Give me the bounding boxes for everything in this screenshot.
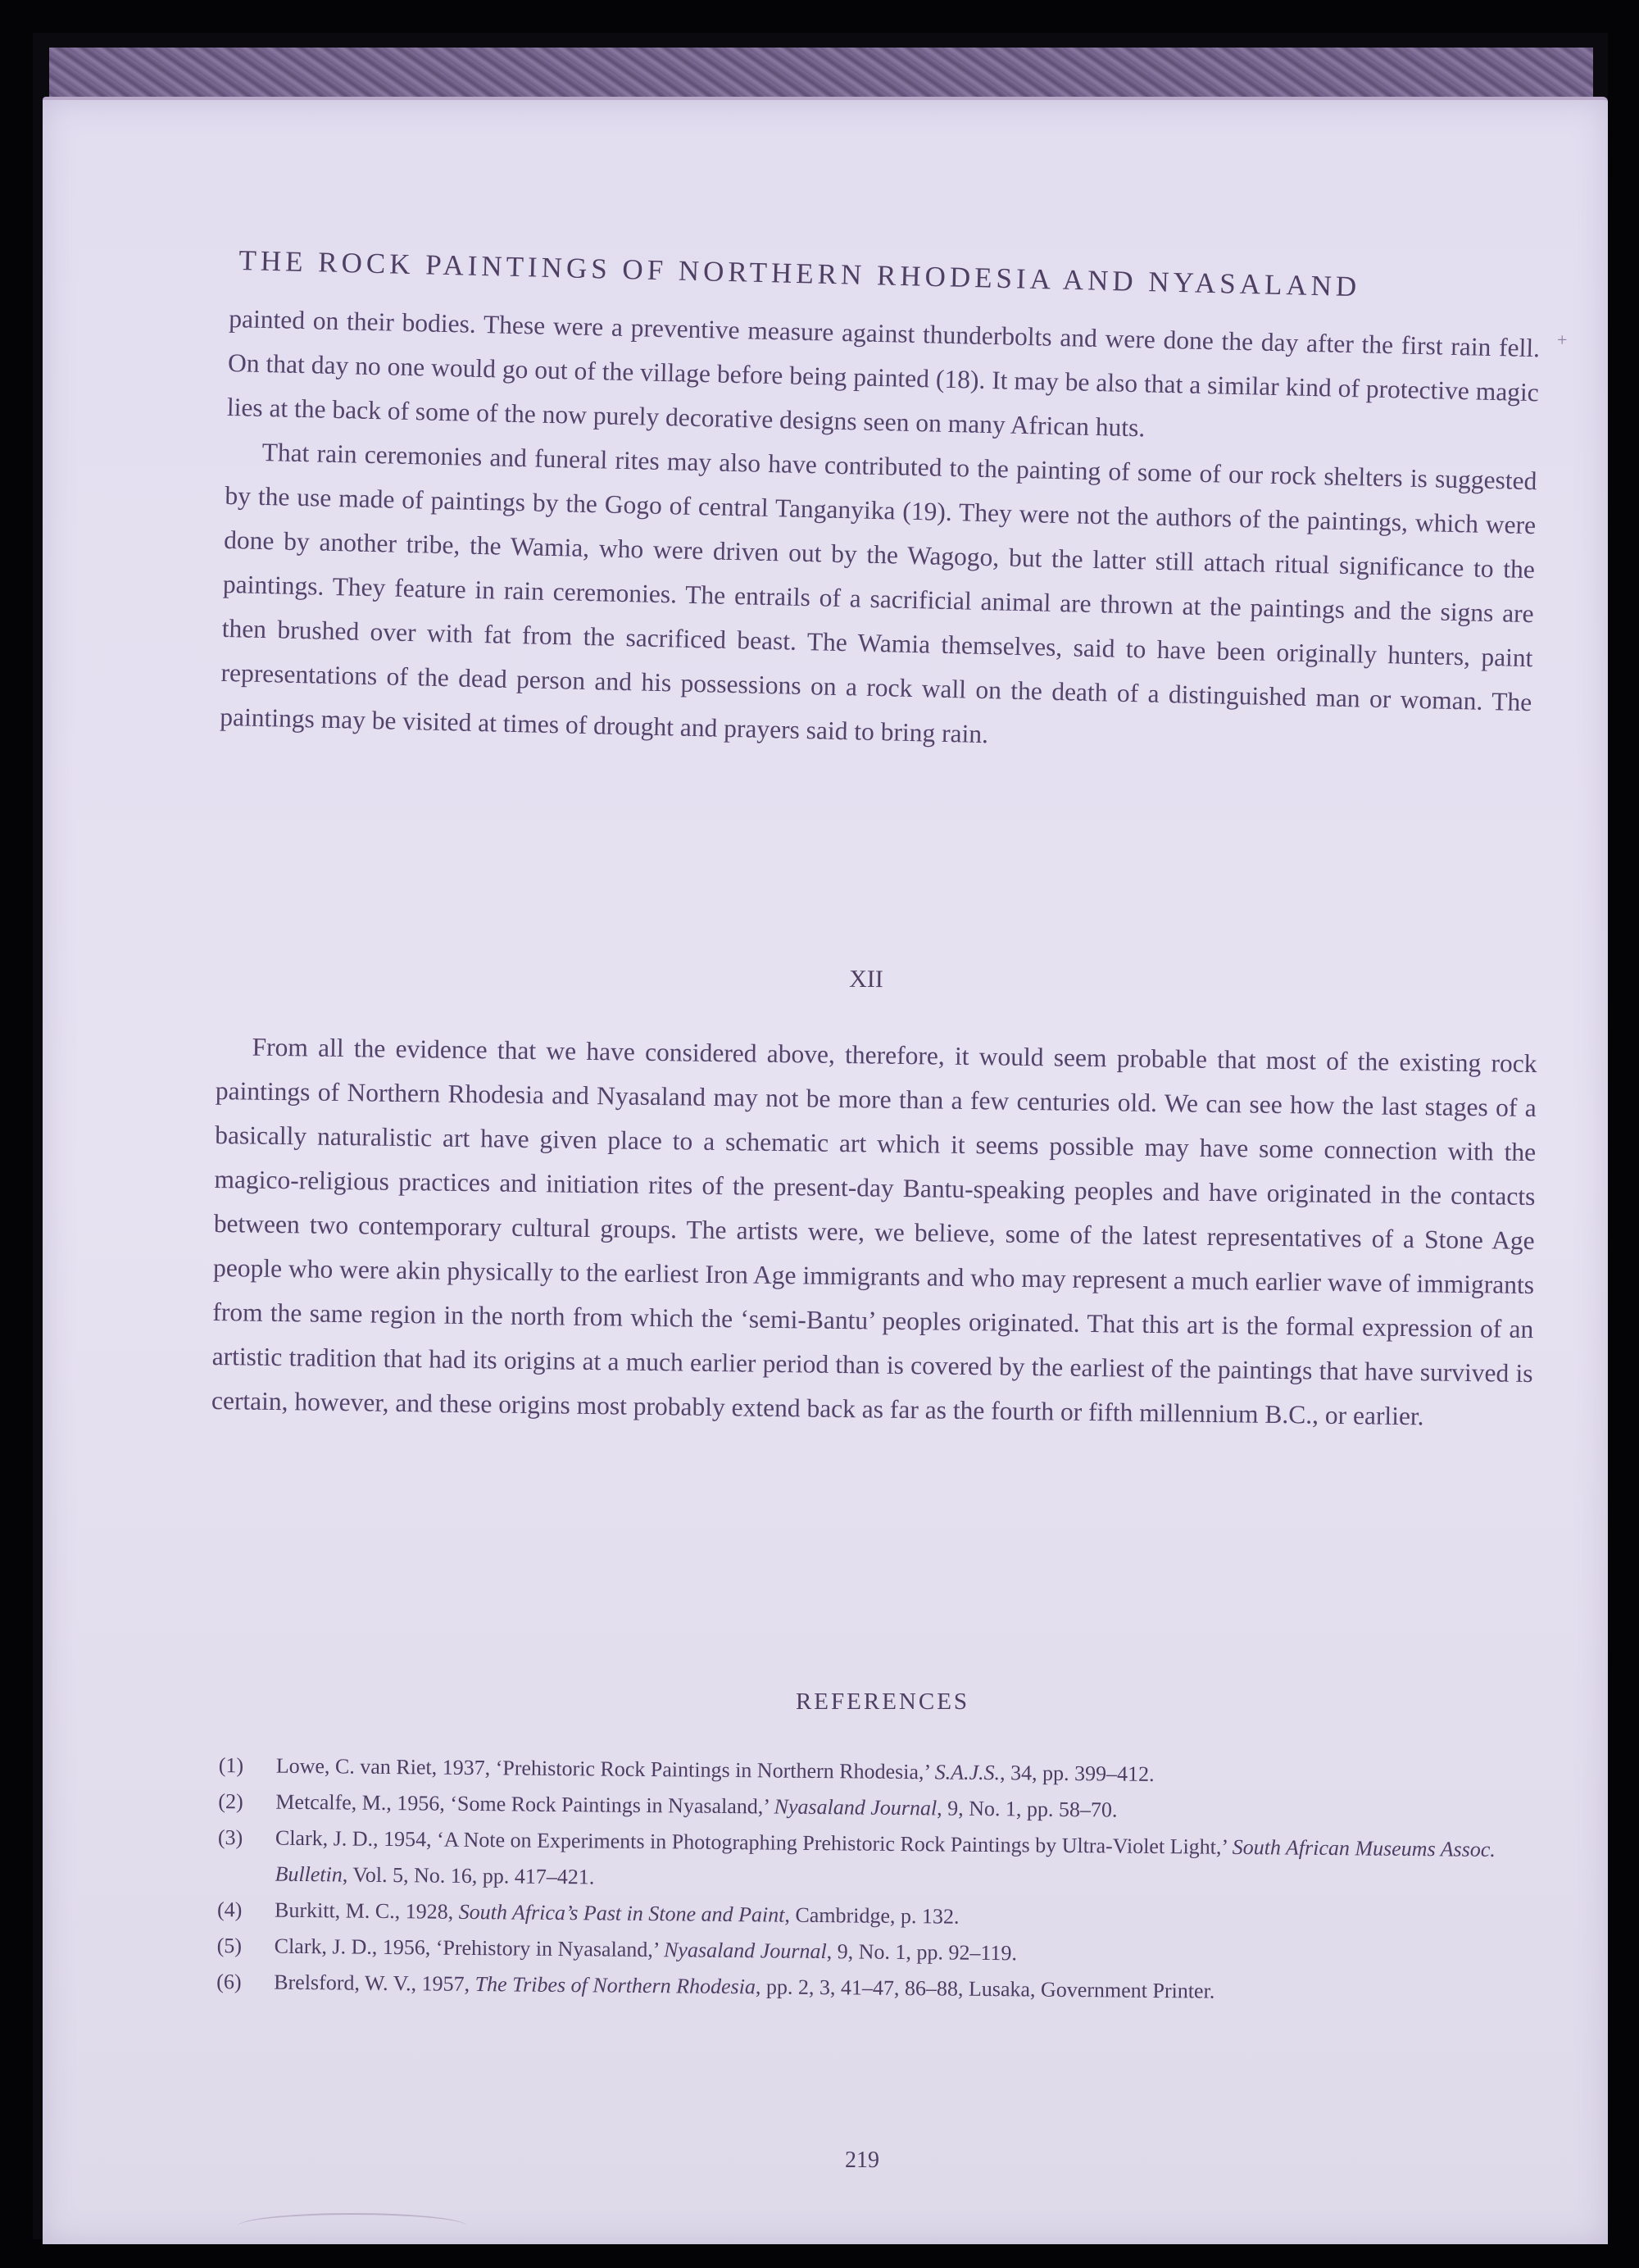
reference-detail: , 9, No. 1, pp. 92–119. (826, 1939, 1018, 1966)
paragraph: painted on their bodies. These were a preventive measure against thunderbolts and were done the day after the first rain fell. On that day no one would go out of the village before being painted (18). It may be also that a similar kind of protective magic lies at the back of some of the now purely decorative designs seen on many African huts. (226, 303, 1541, 443)
reference-text: Clark, J. D., 1954, ‘A Note on Experiments in Photographing Prehistoric Rock Paintings by Ultra-Violet Light,’ (275, 1825, 1233, 1859)
reference-number: (1) (218, 1752, 244, 1778)
running-head: THE ROCK PAINTINGS OF NORTHERN RHODESIA AND NYASALAND (238, 244, 1361, 303)
body-text-top (220, 297, 1541, 769)
reference-number: (6) (216, 1969, 242, 1994)
paragraph: From all the evidence that we have considered above, therefore, it would seem probable that most of the existing rock paintings of Northern Rhodesia and Nyasaland may not be more than a few centuries old. We can see how the last stages of a basically naturalistic art have given place to a schematic art which it seems possible may have some connection with the magico-religious practices and initiation rites of the present-day Bantu-speaking peoples and have originated in the contacts between two contemporary cultural groups. The artists were, we believe, some of the latest representatives of a Stone Age people who were akin physically to the earliest Iron Age immigrants and who may represent a much earlier wave of immigrants from the same region in the north from which the ‘semi-Bantu’ peoples originated. That this art is the formal expression of an artistic tradition that had its origins at a much earlier period than is covered by the earliest of the paintings that have survived is certain, however, and these origins most probably extend back as far as the fourth or fifth millennium B.C., or earlier. (211, 1032, 1537, 1431)
page-number: 219 (845, 2148, 879, 2173)
reference-list (216, 1748, 1505, 2012)
reference-detail: , Vol. 5, No. 16, pp. 417–421. (342, 1862, 595, 1889)
body-text-section-xii (211, 1025, 1537, 1440)
reference-source: Nyasaland Journal (663, 1938, 827, 1964)
section-number: XII (849, 965, 883, 993)
reference-detail: , Cambridge, p. 132. (784, 1902, 960, 1929)
reference-number: (4) (216, 1897, 243, 1922)
reference-number: (2) (218, 1788, 243, 1814)
reference-number: (3) (217, 1825, 243, 1850)
reference-text: Metcalfe, M., 1956, ‘Some Rock Paintings in Nyasaland,’ (275, 1789, 774, 1819)
reference-source: The Tribes of Northern Rhodesia (474, 1972, 756, 1999)
reference-source: South Africa’s Past in Stone and Paint (458, 1899, 785, 1927)
reference-item (217, 1820, 1505, 1904)
reference-text: Burkitt, M. C., 1928, (274, 1898, 459, 1924)
book-page (43, 97, 1608, 2244)
page-smudge (238, 2213, 467, 2239)
references-heading: REFERENCES (795, 1689, 970, 1715)
reference-source: S.A.J.S. (934, 1760, 1001, 1785)
reference-text: Clark, J. D., 1956, ‘Prehistory in Nyasaland,’ (274, 1934, 665, 1962)
reference-source: Nyasaland Journal (774, 1794, 938, 1820)
reference-text: Lowe, C. van Riet, 1937, ‘Prehistoric Rock Paintings in Northern Rhodesia,’ (275, 1753, 935, 1784)
paragraph: That rain ceremonies and funeral rites may also have contributed to the painting of some of our rock shelters is suggested by the use made of paintings by the Gogo of central Tanganyika (19). They were not the authors of the paintings, which were done by another tribe, the Wamia, who were driven out by the Wagogo, but the latter still attach ritual significance to the paintings. They feature in rain ceremonies. The entrails of a sacrificial animal are thrown at the paintings and the signs are then brushed over with fat from the sacrificed beast. The Wamia themselves, said to have been originally hunters, paint representations of the dead person and his possessions on a rock wall on the death of a distinguished man or woman. The paintings may be visited at times of drought and prayers said to bring rain. (219, 437, 1537, 749)
margin-mark: + (1557, 330, 1568, 350)
reference-detail: , pp. 2, 3, 41–47, 86–88, Lusaka, Government Printer. (755, 1975, 1215, 2003)
reference-source: South African Museums Assoc. Bulletin (275, 1834, 1496, 1887)
reference-text: Brelsford, W. V., 1957, (274, 1970, 475, 1997)
reference-number: (5) (216, 1933, 243, 1958)
reference-detail: , 34, pp. 399–412. (1000, 1761, 1155, 1786)
reference-detail: , 9, No. 1, pp. 58–70. (937, 1796, 1118, 1822)
